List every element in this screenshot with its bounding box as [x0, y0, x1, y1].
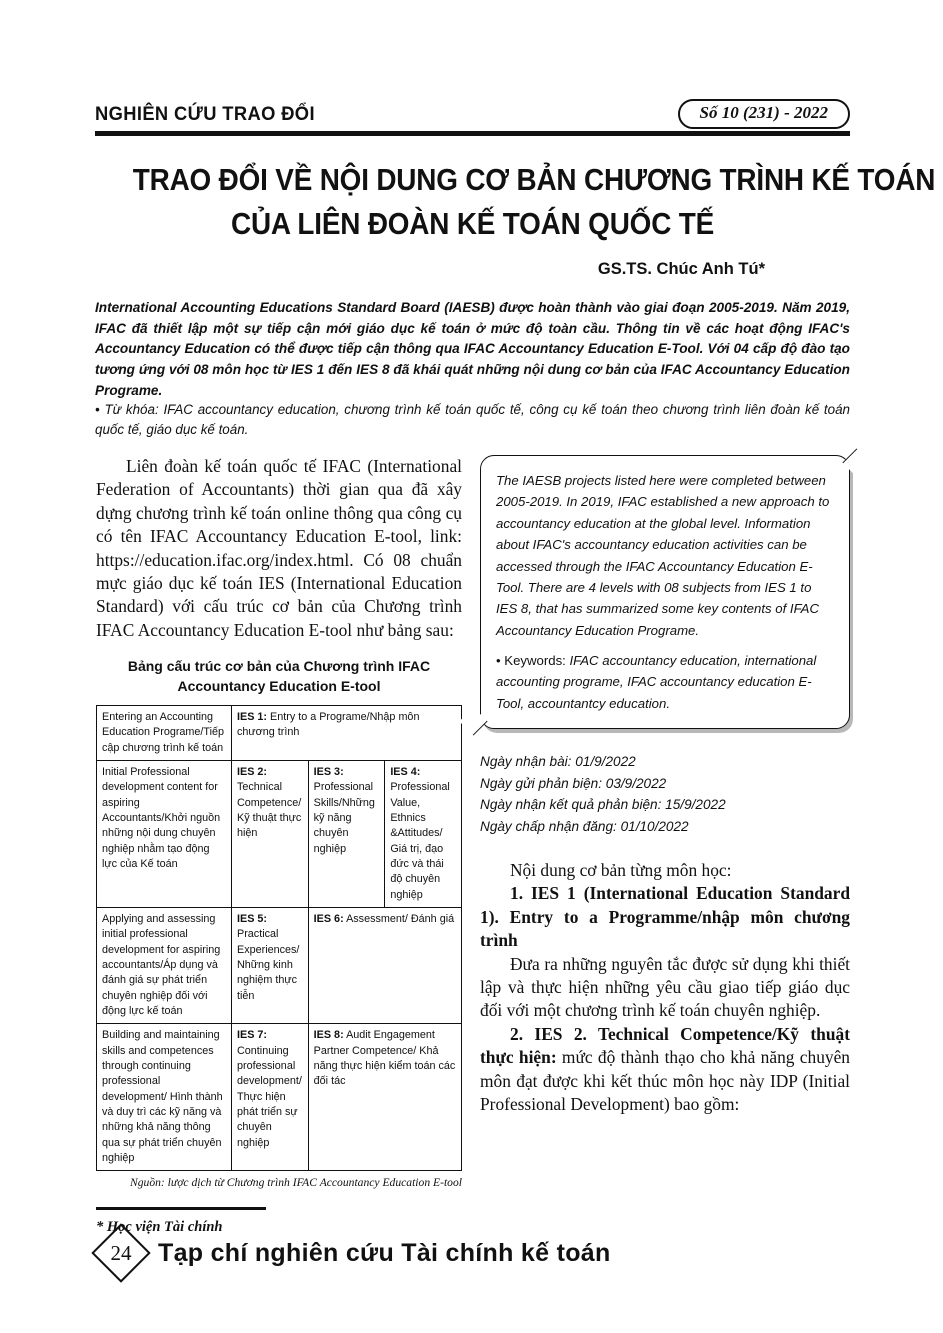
journal-title: Tạp chí nghiên cứu Tài chính kế toán — [158, 1238, 611, 1267]
table-row — [97, 907, 462, 1023]
header-row — [95, 92, 850, 126]
ies-structure-table — [96, 705, 462, 1171]
box-corner-bottom-left — [459, 707, 487, 735]
subject-text: Professional Skills/Những kỹ năng chuyên nghiệp — [313, 781, 375, 855]
subject-text: Audit Engagement Partner Competence/ Khả năng thực hiện kiểm toán các đối tác — [313, 1029, 456, 1088]
table-row — [97, 760, 462, 907]
abstract-vietnamese: International Accounting Educations Standard Board (IAESB) được hoàn thành vào giai đoạn 2005-2019. Năm 2019, IFAC đã thiết lập một sự tiếp cận mới giáo dục kế toán ở mức độ toàn cầu. Thông tin về các hoạt động IFAC's Accountancy Education có thể được tiếp cận thông qua IFAC Accountancy Education E-Tool. Với 04 cấp độ đào tạo tương ứng với 08 môn học từ IES 1 đến IES 8 đã khái quát những nội dung cơ bản của IFAC Accountancy Education Programe. — [95, 300, 850, 398]
page-header — [95, 92, 850, 136]
keywords-en-text: IFAC accountancy education, international accounting programe, IFAC accountancy education E-Tool, accountantcy education. — [496, 653, 817, 711]
abstract-english-box — [480, 455, 850, 729]
subject-text: Assessment/ Đánh giá — [343, 912, 455, 925]
section-2-heading: 2. IES 2. Technical Competence/Kỹ thuật thực hiện: — [480, 1023, 850, 1068]
date-sent-review: Ngày gửi phản biện: 03/9/2022 — [480, 775, 667, 791]
article-title-line-2: CỦA LIÊN ĐOÀN KẾ TOÁN QUỐC TẾ — [230, 206, 715, 242]
subject-code: IES 5: — [237, 912, 268, 925]
keywords-english — [496, 650, 834, 714]
right-column-body — [480, 859, 850, 1116]
subject-code: IES 2: — [237, 765, 268, 778]
table-cell-subject — [308, 907, 461, 1023]
author-affiliation-footnote: * Học viện Tài chính — [96, 1219, 223, 1235]
subject-text: Practical Experiences/ Những kinh nghiệm thực tiễn — [237, 928, 300, 1002]
table-cell-subject — [232, 706, 462, 761]
keywords-en-label: • Keywords: — [496, 653, 566, 668]
table-cell-subject — [232, 907, 309, 1023]
page-number: 24 — [110, 1240, 132, 1265]
date-received: Ngày nhận bài: 01/9/2022 — [480, 754, 636, 770]
right-column — [480, 455, 850, 1116]
table-cell-level: Entering an Accounting Education Programe/Tiếp cập chương trình kế toán — [97, 706, 232, 761]
table-cell-level: Initial Professional development content for aspiring Accountants/Khởi nguồn những nội dung chuyên nghiệp nhằm tạo động lực của Kế toán — [97, 760, 232, 907]
section-kicker: NGHIÊN CỨU TRAO ĐỔI — [95, 103, 315, 125]
table-source-note: Nguồn: lược dịch từ Chương trình IFAC Accountancy Education E-tool — [130, 1176, 462, 1190]
article-title-block — [95, 158, 936, 279]
table-cell-subject — [308, 1024, 461, 1171]
table-cell-subject — [308, 760, 385, 907]
date-accepted: Ngày chấp nhận đăng: 01/10/2022 — [480, 818, 689, 834]
intro-paragraph: Liên đoàn kế toán quốc tế IFAC (International Federation of Accountants) thời gian qua đã xây dựng chương trình kế toán online thông qua công cụ có tên IFAC Accountancy Education E-tool, link: https://education.ifac.org/index.html. Có 08 chuẩn mực giáo dục kế toán IES (International Education Standard) với cấu trúc cơ bản của Chương trình IFAC Accountancy Education E-tool như bảng sau: — [96, 456, 462, 640]
page-number-badge — [91, 1223, 150, 1282]
subject-text: Technical Competence/ Kỹ thuật thực hiện — [237, 781, 302, 840]
section-1-body: Đưa ra những nguyên tắc được sử dụng khi thiết lập và thực hiện những yêu cầu giao tiếp giáo dục đối với một chương trình kế toán chuyên nghiệp. — [480, 953, 850, 1021]
left-column — [96, 455, 462, 1236]
section-2-body: mức độ thành thạo cho khả năng chuyên môn đạt được khi kết thúc môn học này IDP (Initial Professional Development) bao gồm: — [480, 1047, 850, 1115]
section-2-paragraph — [480, 1023, 850, 1117]
table-cell-level: Applying and assessing initial professional development for aspiring accountants/Áp dụng và đánh giá sự phát triển chuyên nghiệp đối với động lực kế toán — [97, 907, 232, 1023]
article-title-line-1: TRAO ĐỔI VỀ NỘI DUNG CƠ BẢN CHƯƠNG TRÌNH KẾ TOÁN — [132, 162, 936, 197]
keywords-vn-text: IFAC accountancy education, chương trình kế toán quốc tế, công cụ kế toán theo chương trình liên đoàn kế toán quốc tế, giáo dục kế toán. — [95, 402, 850, 438]
subject-code: IES 8: — [313, 1029, 344, 1042]
page-footer — [100, 1232, 611, 1274]
subject-text: Continuing professional development/ Thực hiện phát triển sự chuyên nghiệp — [237, 1044, 302, 1149]
table-cell-subject — [232, 1024, 309, 1171]
abstract-english-text: The IAESB projects listed here were completed between 2005-2019. In 2019, IFAC established a new approach to accountancy education at the global level. Information about IFAC's accountancy education activities can be accessed through the IFAC Accountancy Education E-Tool. There are 4 levels with 08 subjects from IES 1 to IES 8, that has summarized some key contents of IFAC Accountancy Education Programe. — [496, 473, 830, 638]
submission-dates — [480, 751, 850, 837]
subject-code: IES 4: — [390, 765, 421, 778]
header-divider — [95, 131, 850, 136]
table-cell-level: Building and maintaining skills and competences through continuing professional development/ Hình thành và duy trì các kỹ năng và những khả năng thông qua sự phát triển chuyên nghiệp — [97, 1024, 232, 1171]
table-row — [97, 1024, 462, 1171]
author-byline: GS.TS. Chúc Anh Tú* — [597, 260, 765, 279]
table-cell-subject — [385, 760, 462, 907]
subject-text: Entry to a Programe/Nhập môn chương trình — [237, 711, 420, 739]
table-cell-subject — [232, 760, 309, 907]
keywords-vietnamese — [95, 400, 850, 440]
subject-text: Professional Value, Ethnics &Attitudes/ Giá trị, đạo đức và thái độ chuyên nghiệp — [390, 781, 450, 901]
keywords-vn-label: • Từ khóa: — [95, 402, 159, 417]
box-corner-top-right — [842, 448, 870, 476]
table-caption: Bảng cấu trúc cơ bản của Chương trình IFAC Accountancy Education E-tool — [127, 658, 431, 695]
subject-code: IES 7: — [237, 1029, 268, 1042]
ies-table-body — [97, 706, 462, 1171]
subject-code: IES 1: — [237, 711, 268, 723]
footnote-divider — [96, 1207, 266, 1210]
issue-badge: Số 10 (231) - 2022 — [678, 99, 850, 129]
table-row — [97, 706, 462, 761]
subject-code: IES 3: — [313, 765, 344, 778]
date-review-result: Ngày nhận kết quả phản biện: 15/9/2022 — [480, 797, 726, 813]
lead-in-paragraph: Nội dung cơ bản từng môn học: — [510, 860, 732, 880]
section-1-heading: 1. IES 1 (International Education Standard 1). Entry to a Programme/nhập môn chương trình — [480, 883, 850, 951]
subject-code: IES 6: — [313, 912, 344, 925]
